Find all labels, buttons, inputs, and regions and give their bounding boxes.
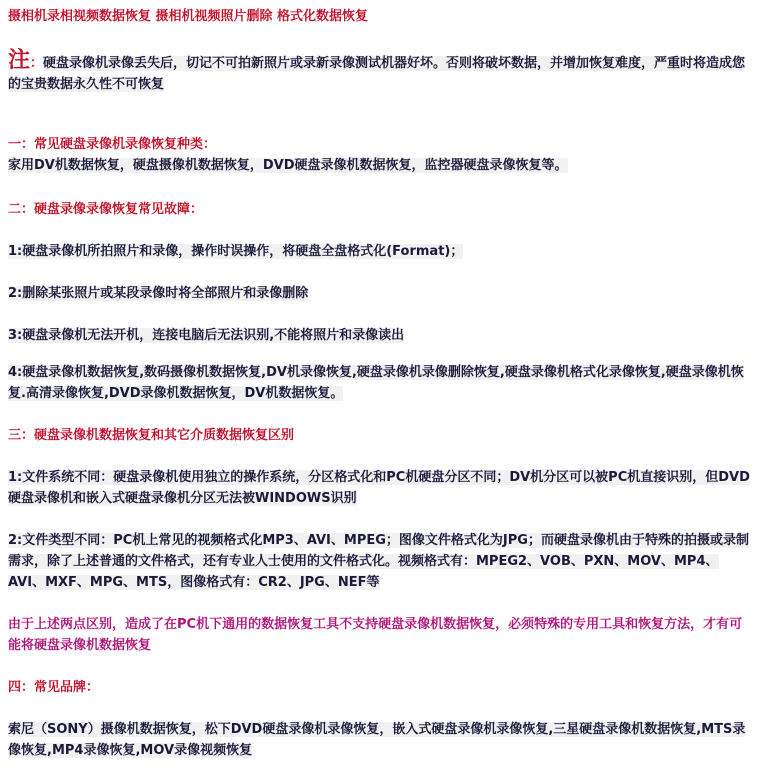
section-1 [8,134,753,176]
section-2-item-text: 4:硬盘录像机数据恢复,数码摄像机数据恢复,DV机录像恢复,硬盘录像机录像删除恢复,硬盘录像机格式化录像恢复,硬盘录像机恢复.高清录像恢复,DVD录像机数据恢复，DV机数据恢复。 [8,365,744,401]
section-4-heading [8,677,753,698]
section-2-heading [8,199,753,220]
section-2-heading-text: 二：硬盘录像录像恢复常见故障： [8,202,204,217]
section-1-text: 家用DV机数据恢复，硬盘摄像机数据恢复，DVD硬盘录像机数据恢复，监控器硬盘录像恢复等。 [8,158,568,173]
note-colon: ： [30,56,44,71]
section-2-item [8,241,753,262]
section-3-item-text: 1:文件系统不同：硬盘录像机使用独立的操作系统，分区格式化和PC机硬盘分区不同；DV机分区可以被PC机直接识别，但DVD硬盘录像机和嵌入式硬盘录像机分区无法被WINDOWS识别 [8,470,750,506]
section-2-item-text: 1:硬盘录像机所拍照片和录像，操作时误操作，将硬盘全盘格式化(Format)； [8,244,464,259]
warning-note [8,50,753,95]
page-title [8,6,753,27]
section-3-item [8,530,753,593]
section-2-item [8,283,753,304]
section-2-item-text: 3:硬盘录像机无法开机，连接电脑后无法识别,不能将照片和录像读出 [8,328,405,343]
section-4-body: 索尼（SONY）摄像机数据恢复，松下DVD硬盘录像机录像恢复，嵌入式硬盘录像机录像恢复,三星硬盘录像机数据恢复,MTS录像恢复,MP4录像恢复,MOV录像视频恢复 [8,722,746,758]
section-2-item [8,325,753,346]
note-marker: 注 [8,48,31,73]
section-3-item-text: 2:文件类型不同：PC机上常见的视频格式化MP3、AVI、MPEG；图像文件格式化为JPG；而硬盘录像机由于特殊的拍摄或录制需求，除了上述普通的文件格式，还有专业人士使用的文件格式化。视频格式有：MPEG2、VOB、PXN、MOV、MP4、AVI、MXF、MPG、MTS，图像格式有：CR2、JPG、NEF等 [8,533,749,590]
page-title-text: 摄相机录相视频数据恢复 摄相机视频照片删除 格式化数据恢复 [8,9,369,24]
section-2-item-text: 2:删除某张照片或某段录像时将全部照片和录像删除 [8,286,309,301]
section-4-text [8,719,753,761]
section-3-item [8,467,753,509]
section-3-heading [8,425,753,446]
section-1-heading: 一：常见硬盘录像机录像恢复种类： [8,137,217,152]
section-2-item [8,362,753,404]
note-text: 硬盘录像机录像丢失后，切记不可拍新照片或录新录像测试机器好坏。否则将破坏数据，并增加恢复难度，严重时将造成您的宝贵数据永久性不可恢复 [8,56,746,92]
section-3-heading-text: 三：硬盘录像机数据恢复和其它介质数据恢复区别 [8,428,295,443]
section-3-conclusion [8,614,753,656]
section-3-conclusion-text: 由于上述两点区别，造成了在PC机下通用的数据恢复工具不支持硬盘录像机数据恢复，必须特殊的专用工具和恢复方法，才有可能将硬盘录像机数据恢复 [8,617,743,653]
section-4-heading-text: 四：常见品牌： [8,680,100,695]
